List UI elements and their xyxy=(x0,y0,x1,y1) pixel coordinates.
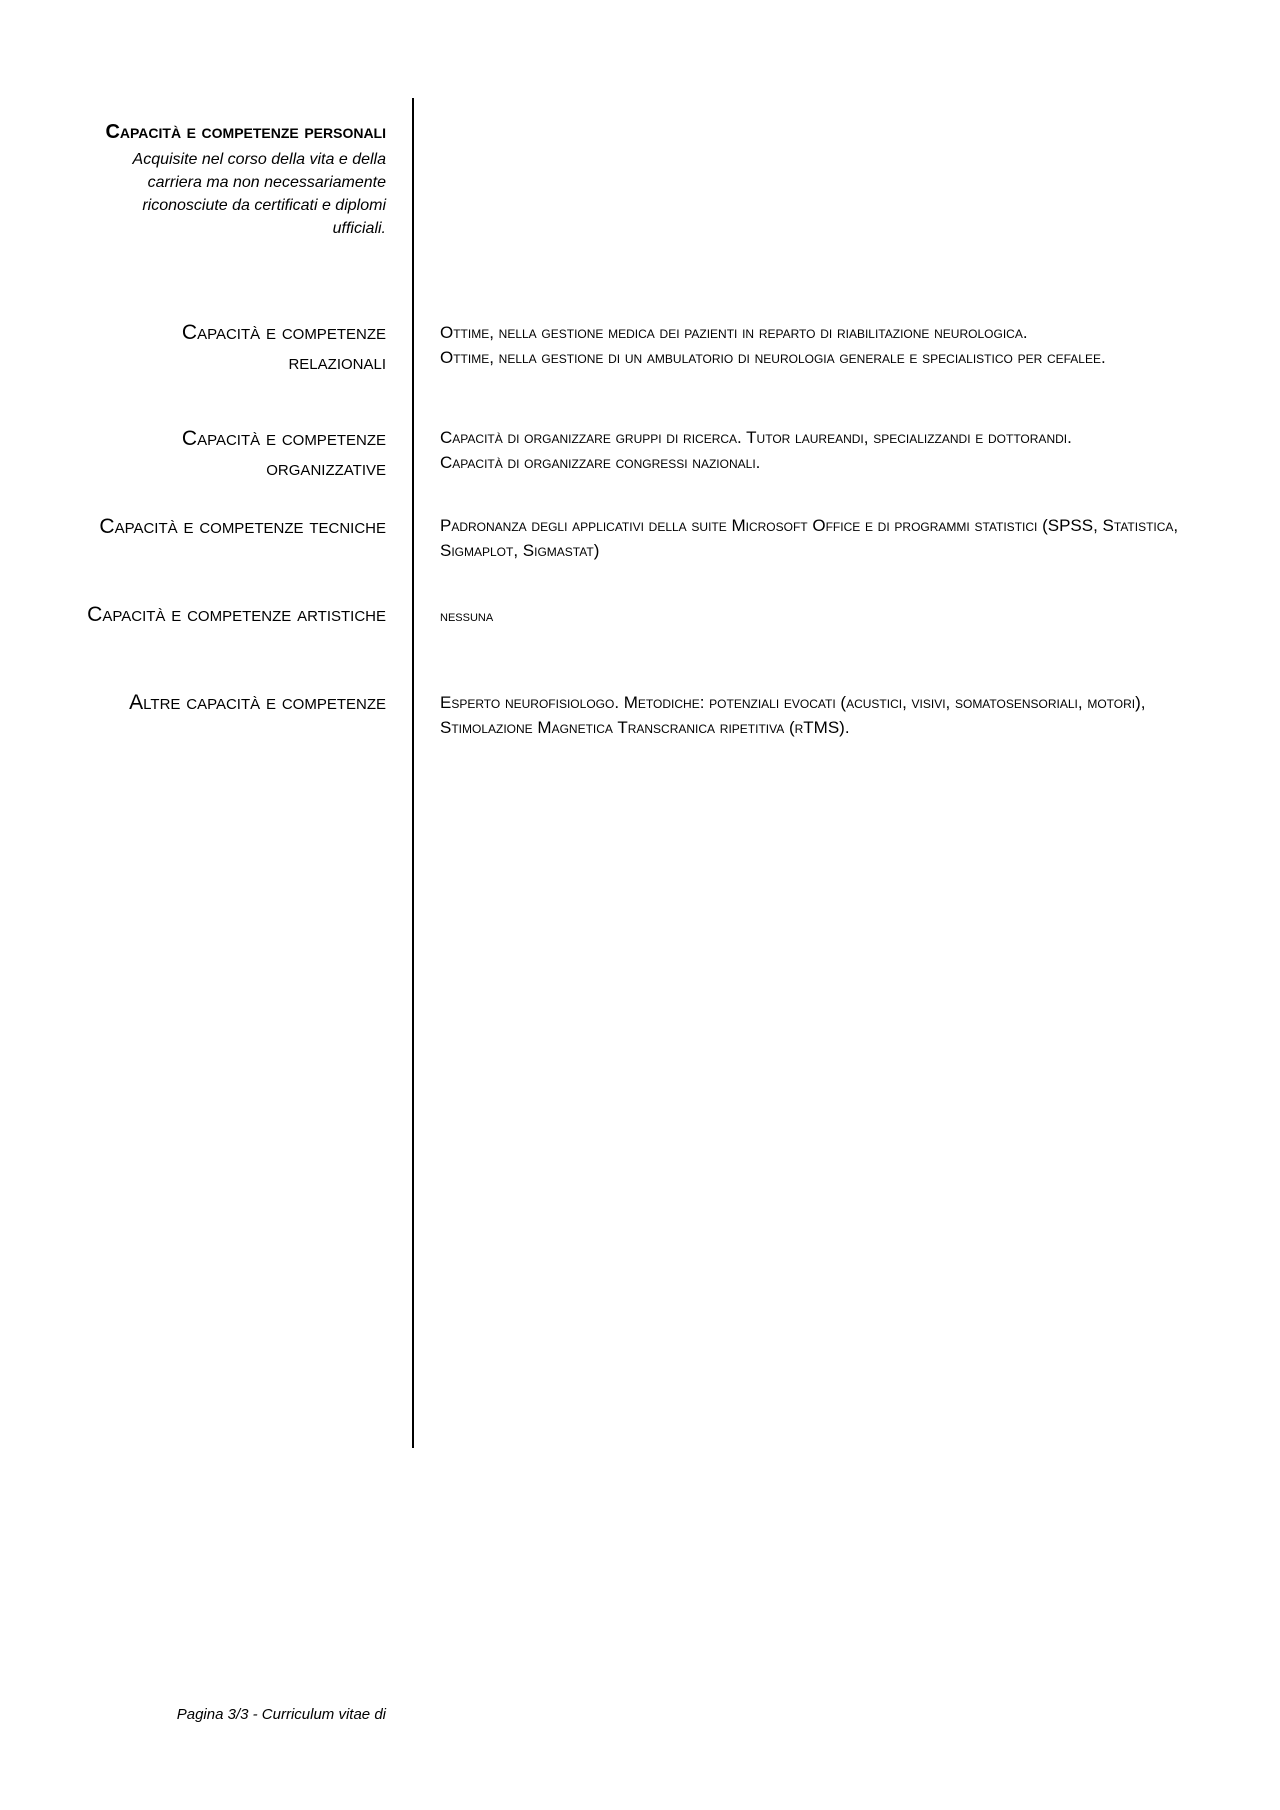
artistic-skills-line: nessuna xyxy=(440,608,494,625)
technical-skills-content xyxy=(440,513,1200,563)
artistic-skills-content xyxy=(440,604,1200,629)
artistic-skills-label: Capacità e competenze artistiche xyxy=(87,603,386,626)
relational-skills-line: Ottime, nella gestione medica dei pazienti in reparto di riabilitazione neurologica. xyxy=(440,323,1028,342)
personal-skills-subtitle: Acquisite nel corso della vita e della carriera ma non necessariamente riconosciute da certificati e diplomi ufficiali. xyxy=(132,151,386,237)
organizational-skills-label: Capacità e competenze organizzative xyxy=(181,427,386,480)
relational-skills-line: Ottime, nella gestione di un ambulatorio di neurologia generale e specialistico per cefalee. xyxy=(440,348,1106,367)
relational-skills-label: Capacità e competenze relazionali xyxy=(181,321,386,374)
other-skills-line: Esperto neurofisiologo. Metodiche: potenziali evocati (acustici, visivi, somatosensoriali, motori), Stimolazione Magnetica Transcranica ripetitiva (rTMS). xyxy=(440,693,1146,737)
personal-skills-heading: Capacità e competenze personali xyxy=(105,121,386,143)
other-skills-label: Altre capacità e competenze xyxy=(129,691,386,714)
column-divider xyxy=(412,98,414,1448)
other-skills-content xyxy=(440,690,1200,740)
technical-skills-label: Capacità e competenze tecniche xyxy=(99,515,386,538)
organizational-skills-content xyxy=(440,425,1200,475)
page-footer: Pagina 3/3 - Curriculum vitae di xyxy=(176,1706,386,1723)
organizational-skills-line: Capacità di organizzare congressi nazionali. xyxy=(440,453,761,472)
relational-skills-content xyxy=(440,320,1200,370)
personal-skills-header xyxy=(86,118,386,240)
technical-skills-line: Padronanza degli applicativi della suite Microsoft Office e di programmi statistici (SPSS, Statistica, Sigmaplot, Sigmastat) xyxy=(440,516,1179,560)
organizational-skills-line: Capacità di organizzare gruppi di ricerca. Tutor laureandi, specializzandi e dottorandi. xyxy=(440,428,1072,447)
